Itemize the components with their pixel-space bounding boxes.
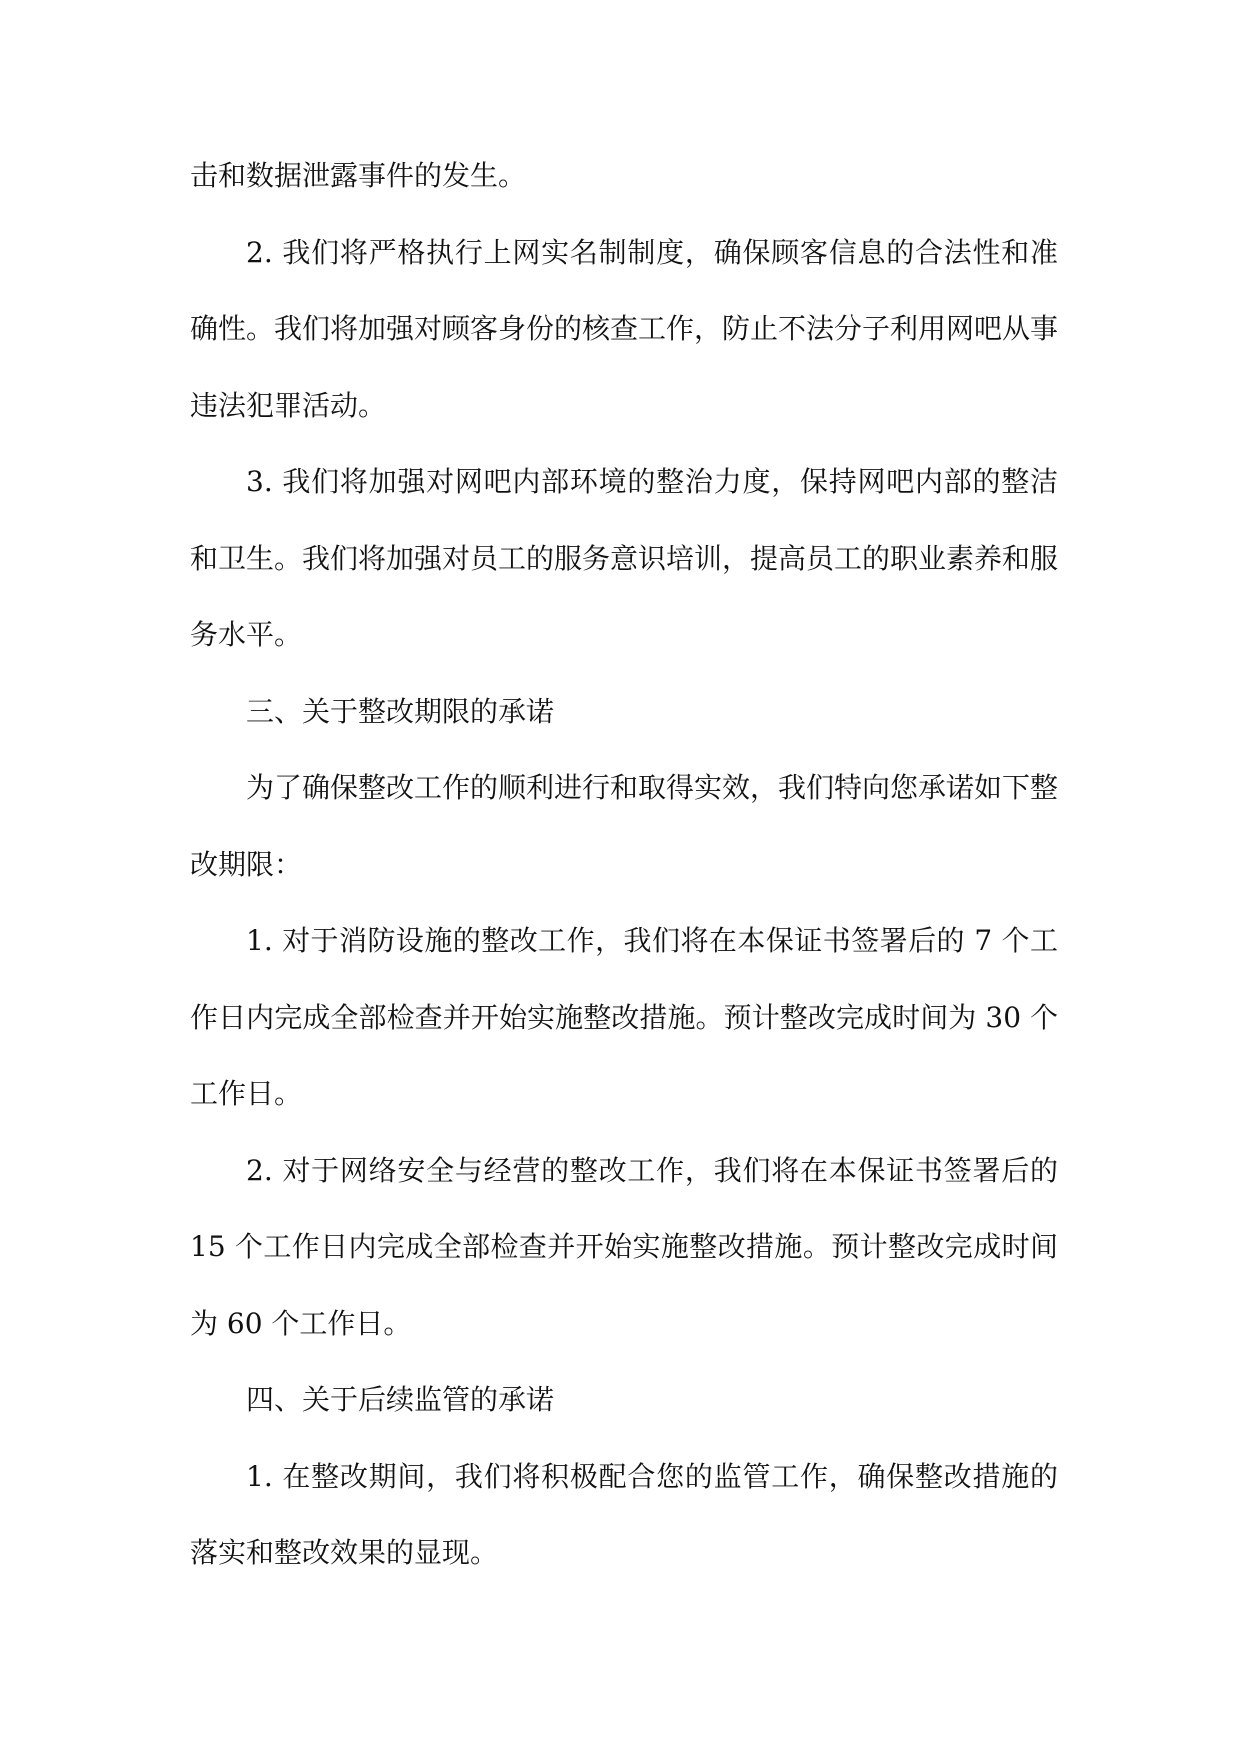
paragraph-deadline-network: 2. 对于网络安全与经营的整改工作，我们将在本保证书签署后的 15 个工作日内完成全部检查并开始实施整改措施。预计整改完成时间为 60 个工作日。 [190,1153,1058,1340]
paragraph-deadline-intro: 为了确保整改工作的顺利进行和取得实效，我们特向您承诺如下整改期限： [190,771,1059,881]
paragraph-continuation: 击和数据泄露事件的发生。 [190,159,527,192]
document-body [190,138,1058,1592]
section-heading-deadline: 三、关于整改期限的承诺 [246,694,555,728]
section-heading-supervision: 四、关于后续监管的承诺 [246,1383,555,1416]
paragraph-item-3-environment: 3. 我们将加强对网吧内部环境的整治力度，保持网吧内部的整洁和卫生。我们将加强对员工的服务意识培训，提高员工的职业素养和服务水平。 [190,465,1059,651]
paragraph-supervision-1: 1. 在整改期间，我们将积极配合您的监管工作，确保整改措施的落实和整改效果的显现。 [190,1459,1058,1569]
paragraph-deadline-fire: 1. 对于消防设施的整改工作，我们将在本保证书签署后的 7 个工作日内完成全部检查并开始实施整改措施。预计整改完成时间为 30 个工作日。 [190,924,1058,1110]
paragraph-item-2-real-name: 2. 我们将严格执行上网实名制制度，确保顾客信息的合法性和准确性。我们将加强对顾客身份的核查工作，防止不法分子利用网吧从事违法犯罪活动。 [190,235,1059,422]
